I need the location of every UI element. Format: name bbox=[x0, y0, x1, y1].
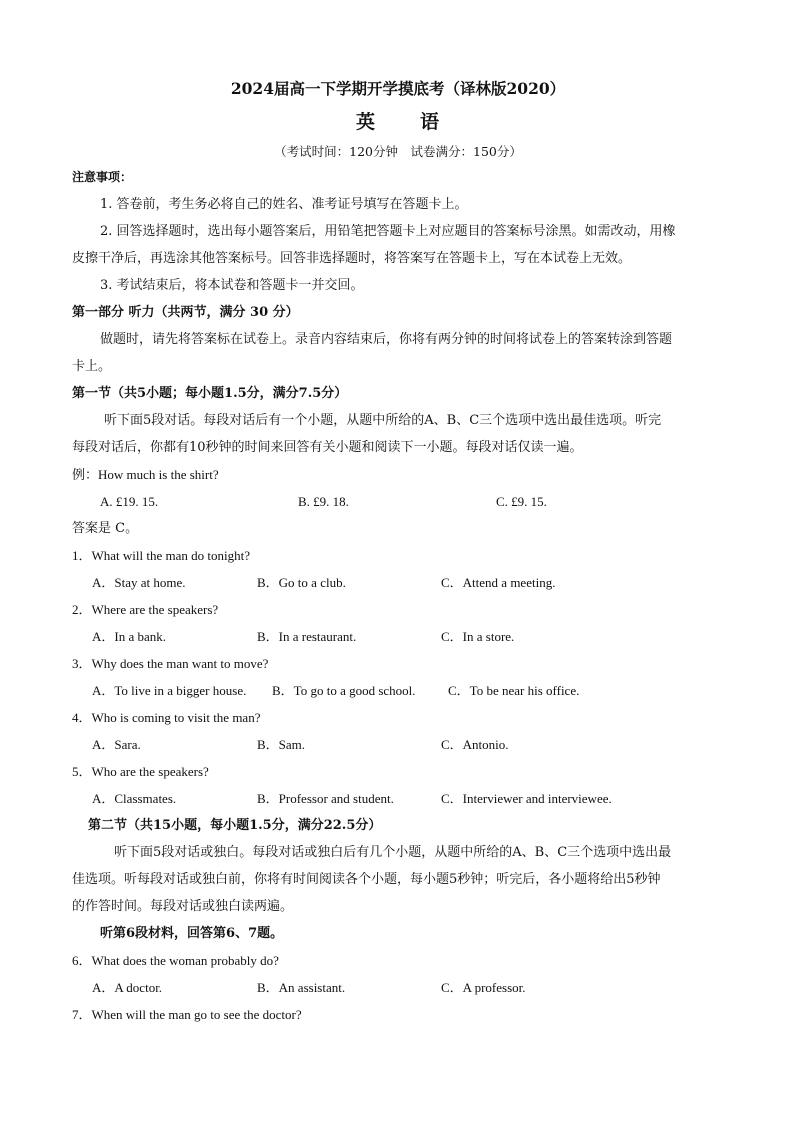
question-7: 7．When will the man go to see the doctor? bbox=[72, 1007, 302, 1022]
part1-intro-cont: 卡上。 bbox=[72, 359, 112, 374]
question-5-options bbox=[72, 785, 724, 812]
notice-item-3: 3. 考试结束后，将本试卷和答题卡一并交回。 bbox=[100, 278, 364, 293]
option-a: A．To live in a bigger house. bbox=[92, 683, 247, 698]
option-a: A．Classmates. bbox=[92, 791, 177, 806]
option-c: C．Antonio. bbox=[441, 737, 509, 752]
question-1: 1．What will the man do tonight? bbox=[72, 548, 250, 563]
exam-page bbox=[72, 72, 724, 1028]
subject-char-2: 语 bbox=[420, 111, 441, 133]
subject-title bbox=[72, 104, 724, 140]
question-3-options bbox=[72, 677, 724, 704]
option-a: A．Stay at home. bbox=[92, 575, 186, 590]
part1-intro: 做题时，请先将答案标在试卷上。录音内容结束后，你将有两分钟的时间将试卷上的答案转涂到答题 bbox=[100, 332, 673, 347]
option-c: C．To be near his office. bbox=[448, 683, 580, 698]
example-option-b: B. £9. 18. bbox=[298, 494, 349, 509]
section1-intro-cont: 每段对话后，你都有10秒钟的时间来回答有关小题和阅读下一小题。每段对话仅读一遍。 bbox=[72, 440, 583, 455]
example-answer: 答案是 C。 bbox=[72, 521, 139, 536]
part1-heading: 第一部分 听力（共两节，满分 30 分） bbox=[72, 305, 299, 320]
section2-heading: 第二节（共15小题，每小题1.5分，满分22.5分） bbox=[88, 818, 382, 833]
section1-questions bbox=[72, 542, 724, 812]
option-b: B．Go to a club. bbox=[257, 575, 346, 590]
subject-char-1: 英 bbox=[355, 111, 376, 133]
option-a: A．A doctor. bbox=[92, 980, 163, 995]
option-b: B．Professor and student. bbox=[257, 791, 394, 806]
option-c: C．Interviewer and interviewee. bbox=[441, 791, 612, 806]
option-b: B．An assistant. bbox=[257, 980, 346, 995]
section1-intro: 听下面5段对话。每段对话后有一个小题，从题中所给的A、B、C三个选项中选出最佳选项。听完 bbox=[104, 413, 662, 428]
example-options bbox=[72, 488, 724, 515]
exam-time-info: （考试时间：120分钟 试卷满分：150分） bbox=[274, 144, 522, 159]
notice-heading: 注意事项： bbox=[72, 170, 133, 184]
section2-questions bbox=[72, 947, 724, 1028]
notice-item-2-cont: 皮擦干净后，再选涂其他答案标号。回答非选择题时，将答案写在答题卡上，写在本试卷上无效。 bbox=[72, 251, 632, 266]
section2-intro: 听下面5段对话或独白。每段对话或独白后有几个小题，从题中所给的A、B、C三个选项中选出最 bbox=[114, 845, 672, 860]
exam-title: 2024届高一下学期开学摸底考（译林版2020） bbox=[230, 79, 566, 98]
option-b: B．Sam. bbox=[257, 737, 306, 752]
section2-intro-cont-2: 的作答时间。每段对话或独白读两遍。 bbox=[72, 899, 294, 914]
option-c: C．Attend a meeting. bbox=[441, 575, 556, 590]
question-4: 4．Who is coming to visit the man? bbox=[72, 710, 261, 725]
section1-heading: 第一节（共5小题；每小题1.5分，满分7.5分） bbox=[72, 386, 348, 401]
example-option-c: C. £9. 15. bbox=[496, 494, 547, 509]
example-question: 例：How much is the shirt? bbox=[72, 467, 219, 482]
section2-intro-cont-1: 佳选项。听每段对话或独白前，你将有时间阅读各个小题，每小题5秒钟；听完后，各小题将给出5秒钟 bbox=[72, 872, 661, 887]
notice-item-1: 1. 答卷前，考生务必将自己的姓名、准考证号填写在答题卡上。 bbox=[100, 197, 468, 212]
question-4-options bbox=[72, 731, 724, 758]
notice-item-2: 2. 回答选择题时，选出每小题答案后，用铅笔把答题卡上对应题目的答案标号涂黑。如需改动，用橡 bbox=[100, 224, 676, 239]
material-6-heading: 听第6段材料，回答第6、7题。 bbox=[100, 926, 284, 941]
question-6-options bbox=[72, 974, 724, 1001]
question-1-options bbox=[72, 569, 724, 596]
example-option-a: A. £19. 15. bbox=[100, 494, 159, 509]
option-b: B．To go to a good school. bbox=[272, 683, 416, 698]
question-3: 3．Why does the man want to move? bbox=[72, 656, 269, 671]
option-b: B．In a restaurant. bbox=[257, 629, 357, 644]
option-a: A．Sara. bbox=[92, 737, 141, 752]
question-2-options bbox=[72, 623, 724, 650]
question-5: 5．Who are the speakers? bbox=[72, 764, 209, 779]
option-c: C．In a store. bbox=[441, 629, 515, 644]
question-2: 2．Where are the speakers? bbox=[72, 602, 219, 617]
option-a: A．In a bank. bbox=[92, 629, 167, 644]
option-c: C．A professor. bbox=[441, 980, 526, 995]
question-6: 6．What does the woman probably do? bbox=[72, 953, 279, 968]
